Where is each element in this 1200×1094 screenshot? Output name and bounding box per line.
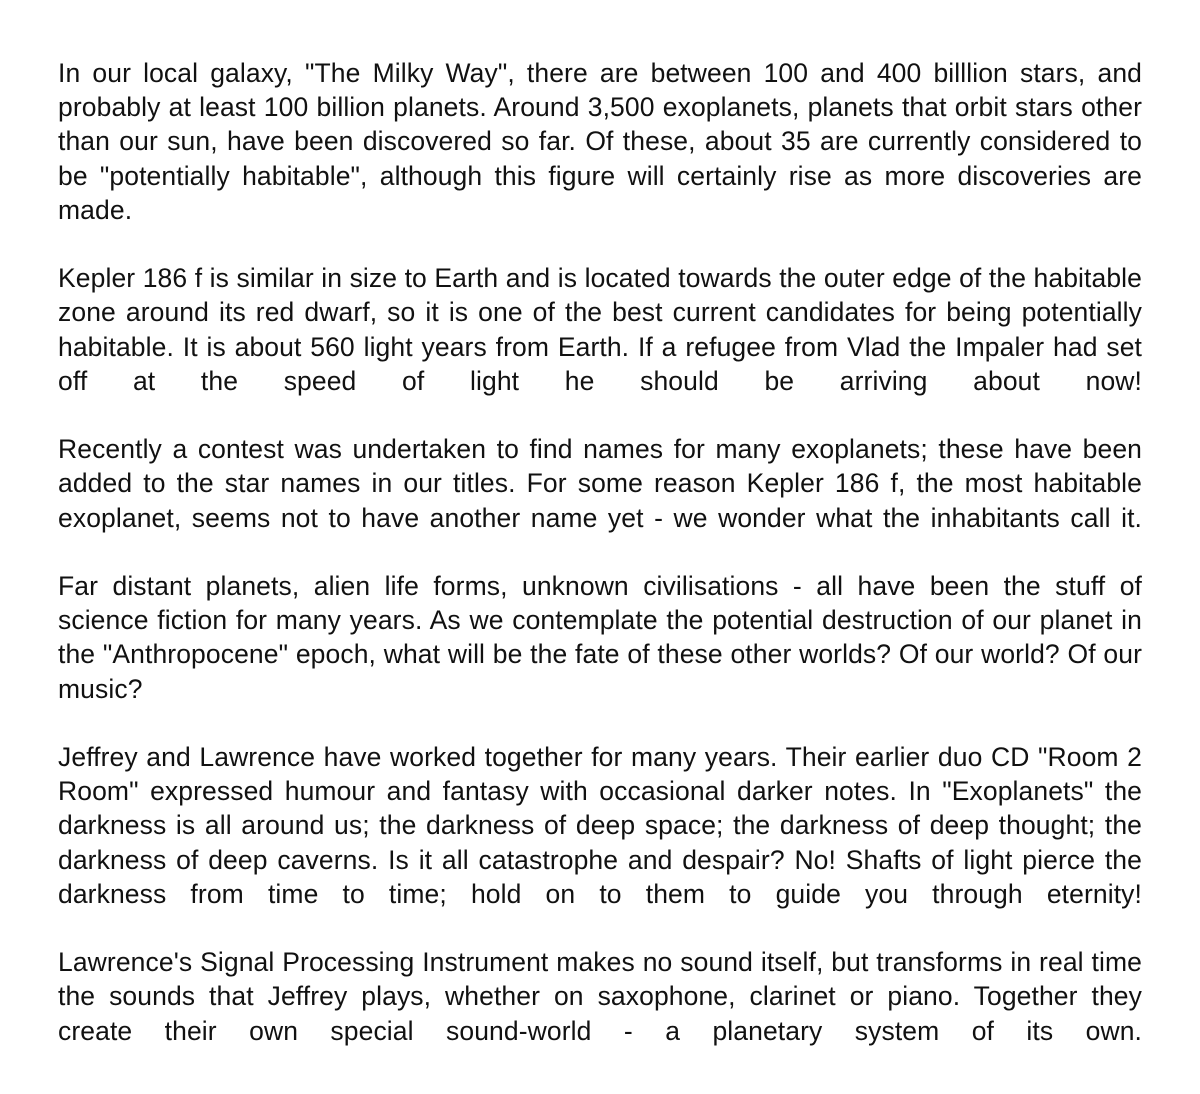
paragraph-signal-processing-instrument: Lawrence's Signal Processing Instrument makes no sound itself, but transforms in real time the sounds that Jeffrey plays, whether on saxophone, clarinet or piano. Together they create their own special sound-world - a planetary system of its own. [58, 947, 1142, 1046]
paragraph-science-fiction: Far distant planets, alien life forms, unknown civilisations - all have been the stuff of science fiction for many years. As we contemplate the potential destruction of our planet in the "Anthropocene" epoch, what will be the fate of these other worlds? Of our world? Of our music? [58, 571, 1142, 704]
paragraph-kepler-186f: Kepler 186 f is similar in size to Earth and is located towards the outer edge of the habitable zone around its red dwarf, so it is one of the best current candidates for being potentially habitable. It is about 560 light years from Earth. If a refugee from Vlad the Impaler had set off at the speed of light he should be arriving about now! [58, 263, 1142, 396]
paragraph-duo-history: Jeffrey and Lawrence have worked together for many years. Their earlier duo CD "Room 2 Room" expressed humour and fantasy with occasional darker notes. In "Exoplanets" the darkness is all around us; the darkness of deep space; the darkness of deep thought; the darkness of deep caverns. Is it all catastrophe and despair? No! Shafts of light pierce the darkness from time to time; hold on to them to guide you through eternity! [58, 742, 1142, 909]
paragraph-galaxy-stats: In our local galaxy, "The Milky Way", there are between 100 and 400 billlion stars, and probably at least 100 billion planets. Around 3,500 exoplanets, planets that orbit stars other than our sun, have been discovered so far. Of these, about 35 are currently considered to be "potentially habitable", although this figure will certainly rise as more discoveries are made. [58, 58, 1142, 225]
paragraph-naming-contest: Recently a contest was undertaken to find names for many exoplanets; these have been added to the star names in our titles. For some reason Kepler 186 f, the most habitable exoplanet, seems not to have another name yet - we wonder what the inhabitants call it. [58, 434, 1142, 533]
document-text-body [58, 56, 1142, 1082]
